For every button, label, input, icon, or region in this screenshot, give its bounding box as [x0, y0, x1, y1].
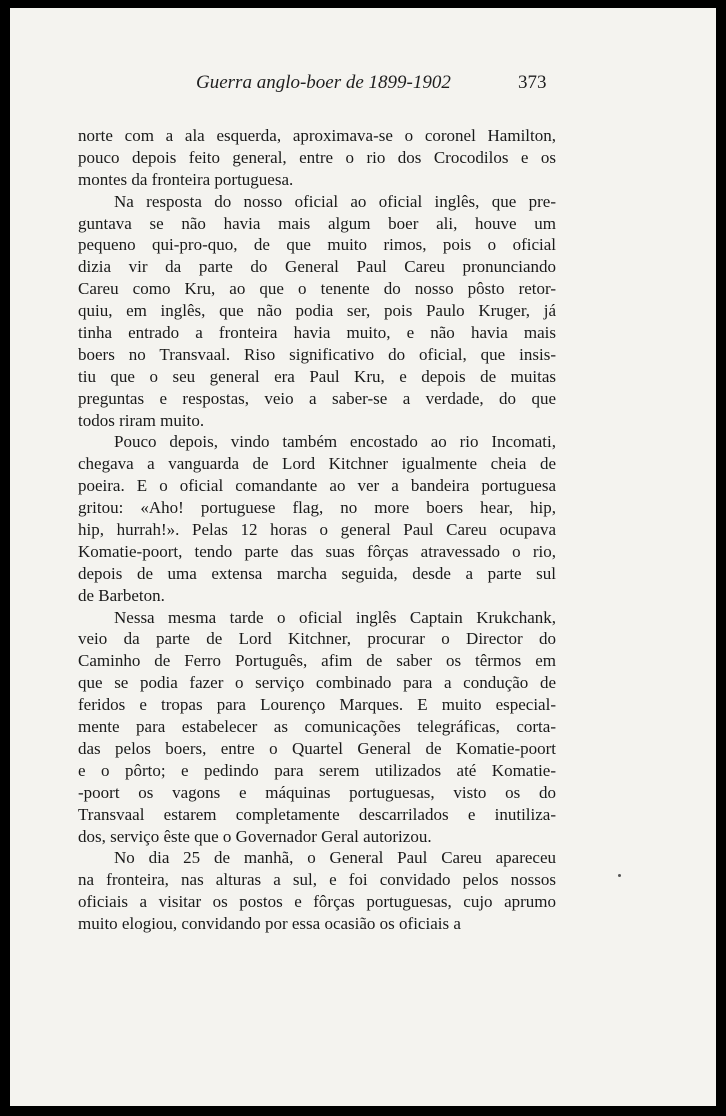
paper-speck	[618, 874, 621, 877]
text-line: mente para estabelecer as comunicações telegráficas, corta-	[78, 717, 556, 737]
text-line: oficiais a visitar os postos e fôrças portuguesas, cujo aprumo	[78, 892, 556, 912]
text-line: Komatie-poort, tendo parte das suas fôrças atravessado o rio,	[78, 541, 556, 561]
text-line: gritou: «Aho! portuguese flag, no more boers hear, hip,	[78, 498, 556, 518]
text-line: norte com a ala esquerda, aproximava-se o coronel Hamilton,	[78, 126, 556, 145]
body-text	[78, 125, 556, 935]
text-line: chegava a vanguarda de Lord Kitchner igualmente cheia de	[78, 454, 556, 474]
text-line: veio da parte de Lord Kitchner, procurar o Director do	[78, 629, 556, 649]
book-page	[10, 8, 716, 1106]
text-line: Caminho de Ferro Português, afim de saber os têrmos em	[78, 651, 556, 671]
text-line: tiu que o seu general era Paul Kru, e depois de muitas	[78, 366, 556, 386]
text-line: pequeno qui-pro-quo, de que muito rimos, pois o oficial	[78, 235, 556, 255]
paragraph	[78, 191, 556, 432]
text-line: boers no Transvaal. Riso significativo do oficial, que insis-	[78, 344, 556, 364]
text-line: todos riram muito.	[78, 410, 205, 430]
text-line: poeira. E o oficial comandante ao ver a bandeira portuguesa	[78, 476, 556, 496]
text-line: montes da fronteira portuguesa.	[78, 169, 294, 189]
text-line: Pouco depois, vindo também encostado ao rio Incomati,	[114, 432, 556, 452]
text-line: pouco depois feito general, entre o rio dos Crocodilos e os	[78, 147, 556, 167]
paragraph	[78, 125, 556, 191]
text-line: das pelos boers, entre o Quartel General de Komatie-poort	[78, 738, 556, 758]
page-header	[10, 72, 716, 98]
paragraph	[78, 847, 556, 935]
text-line: e o pôrto; e pedindo para serem utilizados até Komatie-	[78, 760, 556, 780]
text-line: guntava se não havia mais algum boer ali, houve um	[78, 213, 556, 233]
text-line: hip, hurrah!». Pelas 12 horas o general Paul Careu ocupava	[78, 520, 556, 540]
text-line: na fronteira, nas alturas a sul, e foi convidado pelos nossos	[78, 870, 556, 890]
paragraph	[78, 431, 556, 606]
text-line: feridos e tropas para Lourenço Marques. E muito especial-	[78, 695, 556, 715]
text-line: -poort os vagons e máquinas portuguesas, visto os do	[78, 782, 556, 802]
text-line: preguntas e respostas, veio a saber-se a verdade, do que	[78, 388, 556, 408]
text-line: Careu como Kru, ao que o tenente do nosso pôsto retor-	[78, 279, 556, 299]
text-line: dizia vir da parte do General Paul Careu pronunciando	[78, 257, 556, 277]
text-line: Nessa mesma tarde o oficial inglês Captain Krukchank,	[114, 607, 556, 627]
text-line: depois de uma extensa marcha seguida, desde a parte sul	[78, 563, 556, 583]
text-line: muito elogiou, convidando por essa ocasião os oficiais a	[78, 914, 461, 934]
page-number: 373	[518, 72, 547, 93]
text-line: dos, serviço êste que o Governador Geral autorizou.	[78, 826, 432, 846]
running-title: Guerra anglo-boer de 1899-1902	[196, 72, 451, 93]
text-line: Transvaal estarem completamente descarrilados e inutiliza-	[78, 804, 556, 824]
text-line: que se podia fazer o serviço combinado para a condução de	[78, 673, 556, 693]
text-line: tinha entrado a fronteira havia muito, e não havia mais	[78, 323, 556, 343]
text-line: de Barbeton.	[78, 585, 165, 605]
text-line: quiu, em inglês, que não podia ser, pois Paulo Kruger, já	[78, 301, 556, 321]
paragraph	[78, 607, 556, 848]
text-line: No dia 25 de manhã, o General Paul Careu apareceu	[114, 848, 556, 868]
text-line: Na resposta do nosso oficial ao oficial inglês, que pre-	[114, 191, 556, 211]
